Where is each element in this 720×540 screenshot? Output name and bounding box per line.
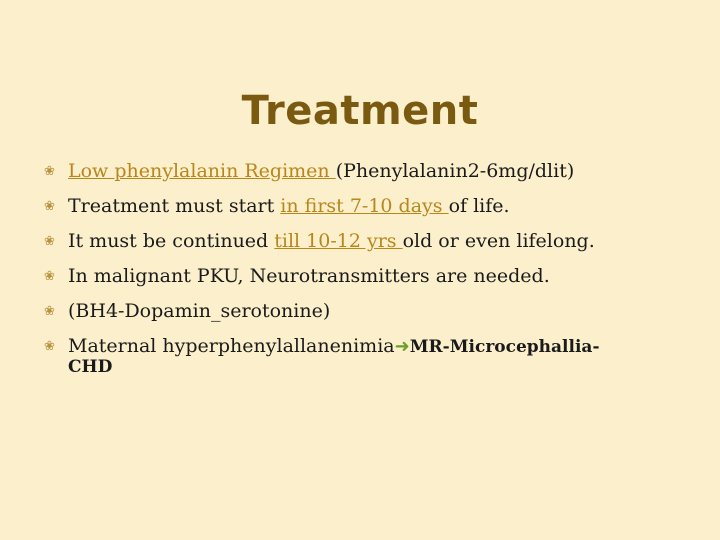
bullet-marker-icon: ❀ xyxy=(44,269,55,284)
malignant-text: In malignant PKU, Neurotransmitters are needed. xyxy=(68,265,550,287)
bh4-text: (BH4-Dopamin_serotonine) xyxy=(68,300,331,322)
bullet-marker-icon: ❀ xyxy=(44,234,55,249)
bullet-marker-icon: ❀ xyxy=(44,164,55,179)
bullet-marker-icon: ❀ xyxy=(44,199,55,214)
start-link[interactable]: in first 7-10 days xyxy=(280,195,449,217)
bullet-marker-icon: ❀ xyxy=(44,304,55,319)
continue-post-text: old or even lifelong. xyxy=(402,230,595,252)
maternal-text: Maternal hyperphenylallanenimia xyxy=(68,335,395,357)
start-post-text: of life. xyxy=(448,195,510,217)
bullet-item-diet xyxy=(44,154,704,189)
diet-link[interactable]: Low phenylalanin Regimen xyxy=(68,160,336,182)
bullet-item-continue xyxy=(44,224,704,259)
maternal-continuation-text: CHD xyxy=(68,357,113,377)
bullet-item-malignant xyxy=(44,259,704,294)
bullet-marker-icon: ❀ xyxy=(44,339,55,354)
slide-title: Treatment xyxy=(241,88,479,134)
bullet-item-start xyxy=(44,189,704,224)
continue-link[interactable]: till 10-12 yrs xyxy=(274,230,403,252)
start-pre-text: Treatment must start xyxy=(68,195,281,217)
bullet-list xyxy=(44,154,704,377)
maternal-outcome-text: MR-Microcephallia- xyxy=(409,337,600,357)
continue-pre-text: It must be continued xyxy=(68,230,275,252)
diet-text: (Phenylalanin2-6mg/dlit) xyxy=(335,160,575,182)
arrow-right-icon: ➜ xyxy=(394,336,410,357)
bullet-item-bh4 xyxy=(44,294,704,329)
